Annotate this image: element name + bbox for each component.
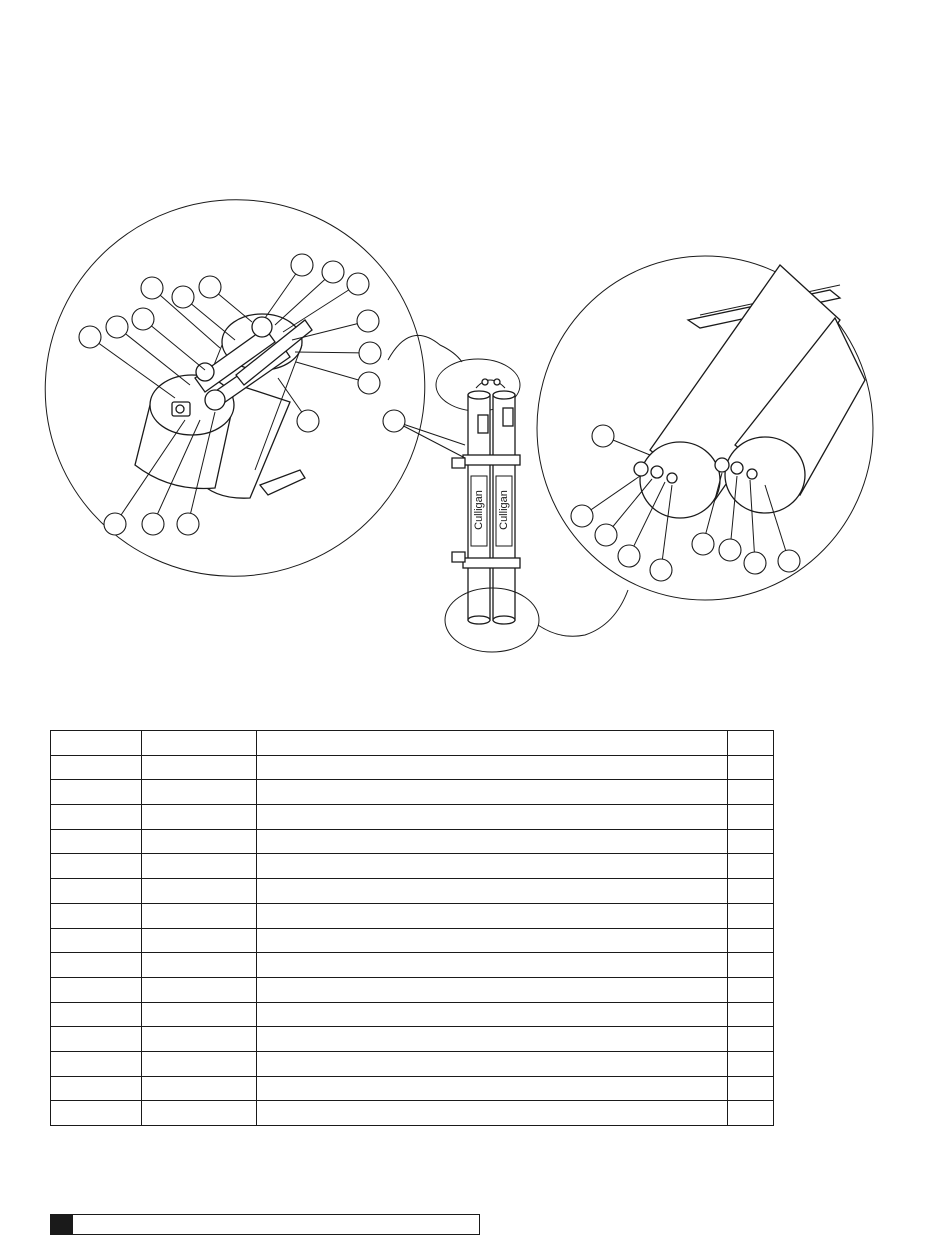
- table-cell: [257, 1076, 728, 1101]
- table-cell: [51, 953, 142, 978]
- table-cell: [51, 928, 142, 953]
- table-cell: [728, 1101, 774, 1126]
- callout-balloon: [106, 316, 128, 338]
- table-row: [51, 977, 774, 1002]
- callout-balloon: [692, 533, 714, 555]
- callout-balloon: [142, 513, 164, 535]
- table-cell: [257, 1051, 728, 1076]
- table-row: [51, 1076, 774, 1101]
- vessel-label: Culligan: [473, 490, 485, 530]
- table-cell: [257, 1027, 728, 1052]
- table-header-row: [51, 731, 774, 756]
- table-cell: [142, 977, 257, 1002]
- header-cell-part-no: [142, 731, 257, 756]
- table-row: [51, 1002, 774, 1027]
- table-cell: [51, 829, 142, 854]
- table-cell: [142, 854, 257, 879]
- callout-balloon: [291, 254, 313, 276]
- table-cell: [257, 854, 728, 879]
- callout-balloon: [104, 513, 126, 535]
- table-cell: [142, 805, 257, 830]
- table-cell: [257, 780, 728, 805]
- table-cell: [257, 879, 728, 904]
- table-cell: [257, 977, 728, 1002]
- table-row: [51, 903, 774, 928]
- table-row: [51, 854, 774, 879]
- parts-table-body: [51, 755, 774, 1125]
- table-cell: [142, 1002, 257, 1027]
- table-cell: [142, 903, 257, 928]
- table-cell: [51, 854, 142, 879]
- callout-balloon: [172, 286, 194, 308]
- table-cell: [728, 1076, 774, 1101]
- footer-tab-marker: [51, 1215, 73, 1234]
- table-cell: [728, 755, 774, 780]
- table-cell: [257, 1002, 728, 1027]
- table-cell: [51, 1076, 142, 1101]
- table-cell: [51, 1002, 142, 1027]
- callout-balloon: [177, 513, 199, 535]
- bottom-detail-view: [537, 256, 873, 600]
- table-cell: [728, 928, 774, 953]
- table-cell: [142, 953, 257, 978]
- table-cell: [142, 1076, 257, 1101]
- table-cell: [142, 1027, 257, 1052]
- table-cell: [257, 1101, 728, 1126]
- table-cell: [728, 829, 774, 854]
- table-cell: [728, 977, 774, 1002]
- callout-balloon: [595, 524, 617, 546]
- table-cell: [728, 953, 774, 978]
- table-cell: [51, 977, 142, 1002]
- header-cell-description: [257, 731, 728, 756]
- table-cell: [51, 1101, 142, 1126]
- callout-balloon: [199, 276, 221, 298]
- table-row: [51, 928, 774, 953]
- table-cell: [51, 879, 142, 904]
- parts-list-table: [50, 730, 774, 1126]
- table-cell: [51, 1051, 142, 1076]
- table-cell: [142, 928, 257, 953]
- table-cell: [257, 755, 728, 780]
- table-cell: [51, 805, 142, 830]
- callout-balloon: [571, 505, 593, 527]
- callout-balloon: [744, 552, 766, 574]
- table-cell: [728, 854, 774, 879]
- detail-connector-top: [388, 335, 462, 362]
- callout-balloon: [322, 261, 344, 283]
- header-cell-item: [51, 731, 142, 756]
- table-cell: [257, 928, 728, 953]
- callout-balloon: [592, 425, 614, 447]
- table-row: [51, 805, 774, 830]
- table-cell: [728, 903, 774, 928]
- callout-balloon: [347, 273, 369, 295]
- table-cell: [728, 805, 774, 830]
- table-cell: [142, 829, 257, 854]
- top-detail-view: [0, 146, 478, 629]
- table-cell: [142, 1101, 257, 1126]
- callout-balloon: [141, 277, 163, 299]
- table-row: [51, 953, 774, 978]
- table-cell: [51, 780, 142, 805]
- table-cell: [728, 1027, 774, 1052]
- callout-balloon: [618, 545, 640, 567]
- callout-balloon: [297, 410, 319, 432]
- callout-balloon: [358, 372, 380, 394]
- table-cell: [728, 780, 774, 805]
- callout-balloon: [79, 326, 101, 348]
- callout-balloon: [650, 559, 672, 581]
- callout-balloon: [132, 308, 154, 330]
- callout-balloon: [359, 342, 381, 364]
- table-cell: [142, 879, 257, 904]
- table-row: [51, 1101, 774, 1126]
- table-row: [51, 829, 774, 854]
- table-cell: [142, 755, 257, 780]
- table-cell: [728, 1051, 774, 1076]
- table-cell: [728, 879, 774, 904]
- table-cell: [257, 953, 728, 978]
- table-row: [51, 755, 774, 780]
- callout-balloon: [383, 410, 405, 432]
- table-cell: [51, 903, 142, 928]
- table-cell: [51, 755, 142, 780]
- callout-balloon: [357, 310, 379, 332]
- table-row: [51, 879, 774, 904]
- callout-balloon: [719, 539, 741, 561]
- vessel-assembly: [383, 359, 539, 652]
- table-row: [51, 1051, 774, 1076]
- page-footer: [50, 1214, 480, 1235]
- table-cell: [257, 903, 728, 928]
- table-cell: [142, 780, 257, 805]
- vessel-label: Culligan: [498, 490, 510, 530]
- header-cell-qty: [728, 731, 774, 756]
- table-cell: [142, 1051, 257, 1076]
- table-cell: [728, 1002, 774, 1027]
- table-row: [51, 1027, 774, 1052]
- detail-connector-bottom: [538, 590, 628, 636]
- table-cell: [257, 829, 728, 854]
- callout-balloon: [778, 550, 800, 572]
- table-cell: [51, 1027, 142, 1052]
- table-cell: [257, 805, 728, 830]
- table-row: [51, 780, 774, 805]
